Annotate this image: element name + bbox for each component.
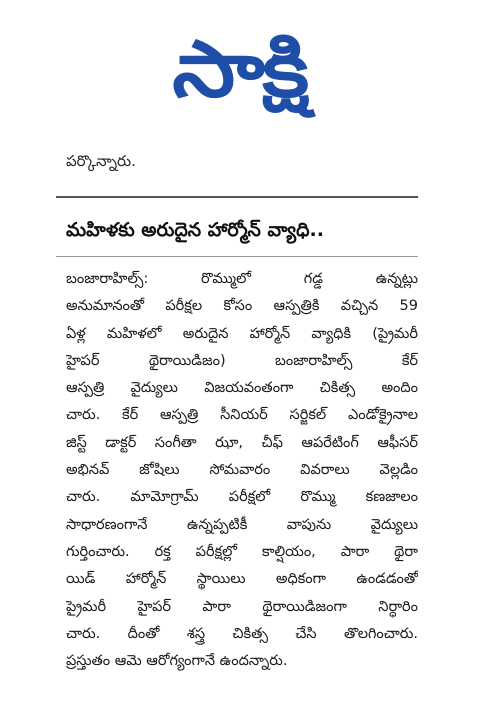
sakshi-logo: సాక్షి (172, 25, 308, 115)
masthead (0, 0, 480, 140)
article-line: అనుమానంతో పరీక్షల కోసం ఆస్పత్రికి వచ్చిన 59 (66, 298, 418, 315)
article-line: ఆస్పత్రి వైద్యులు విజయవంతంగా చికిత్స అందిం (66, 380, 418, 397)
article-line: బంజారాహిల్స్: రొమ్ములో గడ్డ ఉన్నట్లు (66, 271, 418, 287)
article-line: ప్రైమరీ హైపర్ పారా థైరాయిడిజంగా నిర్ధారిం (66, 598, 418, 615)
article-headline: మహిళకు అరుదైన హార్మోన్ వ్యాధి.. (66, 219, 324, 241)
previous-article-tail: పర్కొన్నారు. (66, 152, 136, 170)
article-line: యిడ్ హార్మోన్ స్థాయిలు అధికంగా ఉండడంతో (66, 571, 418, 588)
divider (56, 196, 418, 198)
article-line: చారు. దీంతో శస్త్ర చికిత్స చేసి తొలగించారు. (66, 625, 418, 642)
article-line: సాధారణంగానే ఉన్నప్పటికీ వాపును వైద్యులు (66, 516, 418, 533)
article-line: చారు. కేర్ ఆస్పత్రి సీనియర్ సర్జికల్ ఎండోక్రైనాల (66, 407, 418, 424)
article-line: అభినవ్ జోషిలు సోమవారం వివరాలు వెల్లడిం (66, 462, 418, 479)
headline-divider (56, 256, 418, 257)
article-line: చారు. మామోగ్రామ్ పరీక్షలో రొమ్ము కణజాలం (66, 489, 418, 506)
article-line: గుర్తించారు. రక్త పరీక్షల్లో కాల్షియం, పారా థైరా (66, 543, 418, 560)
article-line: ఏళ్ల మహిళలో అరుదైన హార్మోన్ వ్యాధికి (ప్రైమరీ (66, 325, 418, 342)
article-line: హైపర్ థైరాయిడిజం) బంజారాహిల్స్ కేర్ (66, 352, 418, 369)
article-line: జిస్ట్ డాక్టర్ సంగీతా ఝా, చీఫ్ ఆపరేటింగ్ ఆఫీసర్ (66, 434, 418, 451)
article-line: ప్రస్తుతం ఆమె ఆరోగ్యంగానే ఉందన్నారు. (66, 653, 288, 670)
article-body (66, 266, 418, 675)
